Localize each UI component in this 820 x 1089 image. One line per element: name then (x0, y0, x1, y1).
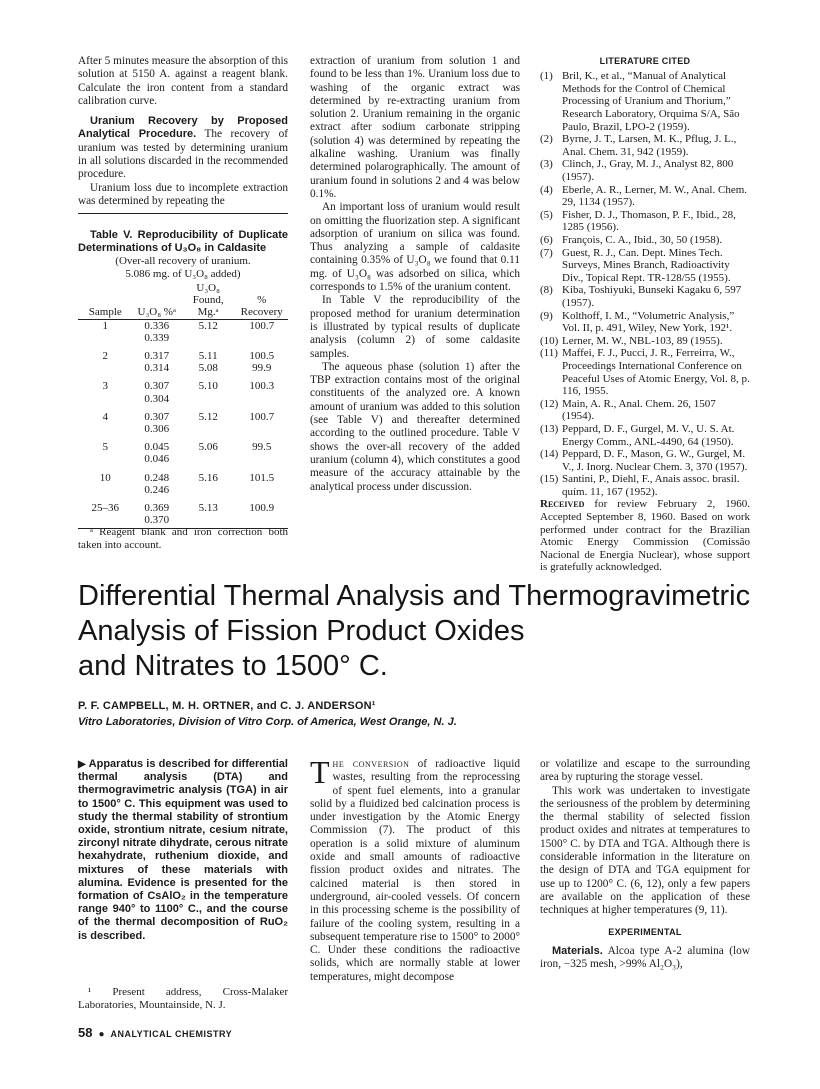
reference-number: (1) (540, 70, 553, 83)
table-cell: 25–36 (91, 502, 120, 515)
reference-item (540, 209, 750, 234)
table-title: Table V. Reproducibility of Duplicate Determinations of U₃O₈ in Caldasite (78, 229, 288, 254)
article-column-2 (310, 754, 520, 984)
abstract-marker-icon: ▶ (78, 759, 86, 770)
table-cell: 5.06 (198, 441, 218, 454)
table-cell: 1 (102, 319, 109, 332)
table-cell (181, 484, 236, 496)
reference-item (540, 158, 750, 183)
reference-number: (9) (540, 309, 553, 322)
table-cell (181, 453, 236, 465)
reference-number: (7) (540, 246, 553, 259)
reference-number: (13) (540, 422, 559, 435)
reference-number: (2) (540, 133, 553, 146)
reference-number: (8) (540, 284, 553, 297)
table-row (78, 423, 288, 435)
top-column-2 (310, 55, 520, 494)
table-cell: 5.12 (198, 319, 218, 332)
reference-text: Lerner, M. W., NBL-103, 89 (1955). (562, 334, 723, 347)
reference-text: Peppard, D. F., Mason, G. W., Gurgel, M. V., J. Inorg. Nuclear Chem. 3, 370 (1957). (562, 448, 748, 473)
top-column-1 (78, 55, 288, 208)
paragraph: extraction of uranium from solution 1 and found to be less than 1%. Uranium loss due to washing of the organic extract was determined by re-extracting uranium from solution 2. Uranium remaining in the organic extract after sodium carbonate stripping (solution 4) was determined by repeating the alkaline washing. Uranium was finally determined polarographically. The amount of uranium found in solutions 2 and 4 was below 0.1%. (310, 55, 520, 200)
table-row (78, 332, 288, 344)
reference-number: (15) (540, 473, 559, 486)
reference-item (540, 70, 750, 133)
section-heading: LITERATURE CITED (599, 56, 691, 66)
drop-cap: T (310, 754, 330, 790)
paragraph: The aqueous phase (solution 1) after the TBP extraction contains most of the original constituents of the analyzed ore. A known amount of uranium was added to this solution (see Table V) and thereafter determined according to the outlined procedure. Table V shows the over-all recovery of the added uranium (column 4), which constitutes a good measure of the accuracy attainable by the analytical process under discussion. (310, 360, 520, 493)
intro-paragraph (310, 754, 520, 984)
run-in-heading: Uranium Recovery by Proposed Analytical Procedure. (78, 115, 288, 141)
intro-caps: he conversion (332, 758, 410, 770)
table-cell: 0.370 (144, 514, 170, 527)
section-heading: EXPERIMENTAL (608, 926, 682, 937)
reference-text: Fisher, D. J., Thomason, P. F., Ibid., 28, 1285 (1956). (562, 208, 736, 234)
paragraph (540, 945, 750, 972)
table-top-rule (78, 213, 288, 214)
table-cell (181, 423, 236, 435)
table-cell: 4 (102, 410, 109, 423)
table-cell: 2 (102, 350, 109, 363)
reference-number: (12) (540, 397, 559, 410)
table-row (78, 320, 288, 332)
table-cell (235, 332, 288, 344)
table-cell (181, 514, 236, 526)
table-row (78, 435, 288, 453)
table-cell (78, 453, 133, 465)
table-cell: 0.314 (144, 362, 170, 375)
reference-item (540, 423, 750, 448)
table-cell (78, 362, 133, 374)
table-row (78, 453, 288, 465)
title-line: Differential Thermal Analysis and Thermogravimetric (78, 580, 751, 612)
reference-item (540, 247, 750, 285)
paragraph (78, 115, 288, 181)
table-cell (235, 453, 288, 465)
authors: P. F. CAMPBELL, M. H. ORTNER, and C. J. ANDERSON¹ (78, 700, 376, 712)
table-subtitle: 5.086 mg. of U₃O₈ added) (125, 267, 241, 280)
table-subtitle: (Over-all recovery of uranium. (115, 255, 251, 267)
table-cell: 0.046 (144, 453, 170, 466)
table-cell: 0.045 (144, 441, 170, 454)
table-cell (181, 332, 236, 344)
reference-text: Guest, R. J., Can. Dept. Mines Tech. Surveys, Mines Branch, Radioactivity Div., Topical Rept. TR-128/55 (1955). (562, 246, 731, 284)
table-cell: 0.307 (144, 410, 170, 423)
reference-number: (6) (540, 234, 553, 247)
run-in-heading: Materials. (552, 944, 603, 957)
table-cell: 5.13 (198, 502, 218, 515)
table-cell: 100.7 (249, 410, 275, 423)
table-cell: 99.9 (252, 362, 272, 375)
table-bottom-rule (78, 528, 288, 529)
table-cell: 100.9 (249, 502, 275, 515)
reference-number: (10) (540, 334, 559, 347)
table-cell: 3 (102, 380, 109, 393)
table-cell (78, 332, 133, 344)
table-row (78, 374, 288, 392)
table-cell (235, 423, 288, 435)
table-cell (78, 423, 133, 435)
paragraph: or volatilize and escape to the surrounding area by rupturing the storage vessel. (540, 758, 750, 784)
abstract (78, 758, 288, 943)
page-number: 58 (78, 1025, 93, 1040)
reference-text: Kolthoff, I. M., “Volumetric Analysis,” Vol. II, p. 491, Wiley, New York, 192¹. (562, 309, 735, 335)
column-header: Sample (88, 306, 122, 319)
table-cell: 101.5 (249, 471, 275, 484)
title-line: and Nitrates to 1500° C. (78, 650, 388, 682)
table-cell (78, 393, 133, 405)
reference-number: (3) (540, 158, 553, 171)
table-cell: 5.16 (198, 471, 218, 484)
column-header: U₃O₈ %ᵃ (137, 306, 176, 319)
table-cell: 100.3 (249, 380, 275, 393)
reference-item (540, 398, 750, 423)
table-cell: 5.12 (198, 410, 218, 423)
table-cell: 0.339 (144, 331, 170, 344)
table-row (78, 344, 288, 362)
table-cell: 5.11 (198, 350, 218, 363)
paragraph: In Table V the reproducibility of the proposed method for uranium determination is illustrated by typical results of duplicate analysis (column 2) of some caldasite samples. (310, 294, 520, 360)
received-text: for review February 2, 1960. Accepted September 8, 1960. Based on work performed under contract for the Brazilian Atomic Energy Commission (Comissão Nacional de Energia Nuclear), whose support is gratefully acknowledged. (540, 498, 750, 574)
paragraph: Uranium loss due to incomplete extraction was determined by repeating the (78, 181, 288, 207)
reference-number: (5) (540, 208, 553, 221)
reference-text: Byrne, J. T., Larsen, M. K., Pflug, J. L., Anal. Chem. 31, 942 (1959). (562, 133, 737, 158)
table-cell (235, 484, 288, 496)
table-cell: 10 (99, 471, 111, 484)
paragraph: An important loss of uranium would result on omitting the fluorization step. A significant adsorption of uranium on silica was found. Thus analyzing a sample of caldasite containing 0.35% of U₃O₈ we found that 0.11 mg. of U₃O₈ was adsorbed on silica, which corresponds to 1.5% of the uranium content. (310, 201, 520, 294)
paragraph: After 5 minutes measure the absorption of this solution at 5150 A. against a reagent blank. Calculate the iron content from a standard calibration curve. (78, 55, 288, 107)
table-row (78, 514, 288, 526)
reference-text: Main, A. R., Anal. Chem. 26, 1507 (1954). (562, 397, 716, 423)
table-cell: 0.317 (144, 350, 170, 363)
table-cell: 0.307 (144, 380, 170, 393)
journal-name: ANALYTICAL CHEMISTRY (110, 1029, 233, 1039)
intro-text: of radioactive liquid wastes, resulting from the reprocessing of spent fuel elements, into a granular solid by a fluidized bed calcination process is under investigation by the Atomic Energy Commission (7). The product of this operation is a solid mixture of aluminum oxide and small amounts of radioactive fission product oxides and nitrates. The calcined material is then stored in underground, air-cooled vessels. Of concern in this processing scheme is the possibility of failure of the cooling system, resulting in a subsequent temperature rise to 1500° to 2000° C. Under these conditions the radioactive solids, which are normally stable at lower temperatures, might decompose (310, 758, 520, 983)
table-footnote: ᵃ Reagent blank and iron correction both taken into account. (78, 526, 288, 551)
table-cell: 100.7 (249, 319, 275, 332)
table-cell (235, 514, 288, 526)
table-v (78, 229, 288, 551)
table-cell: 99.5 (252, 441, 272, 454)
table-cell: 5 (102, 441, 109, 454)
column-header: U₃O₈ Found, Mg.ᵃ (192, 282, 224, 319)
data-table (78, 282, 288, 526)
paragraph-text: The recovery of uranium was tested by determining uranium in all solutions discarded in the recommended procedure. (78, 128, 288, 181)
table-row (78, 362, 288, 374)
received-label: Received (540, 498, 585, 511)
reference-text: François, C. A., Ibid., 30, 50 (1958). (562, 234, 723, 247)
affiliation: Vitro Laboratories, Division of Vitro Corp. of America, West Orange, N. J. (78, 716, 457, 728)
bullet-icon: ● (98, 1029, 105, 1040)
article-title (78, 579, 778, 684)
reference-item (540, 184, 750, 209)
table-cell: 0.304 (144, 392, 170, 405)
paragraph-text: Alcoa type A-2 alumina (low iron, −325 mesh, >99% Al₂O₃), (540, 944, 750, 971)
table-row (78, 393, 288, 405)
author-footnote: ¹ Present address, Cross-Malaker Laboratories, Mountainside, N. J. (78, 986, 288, 1011)
reference-text: Bril, K., et al., “Manual of Analytical Methods for the Control of Chemical Processing of Uranium and Thorium,” Research Laboratory, Orquima S/A, São Paulo, Brazil, LPO-2 (1959). (562, 70, 740, 133)
reference-item (540, 335, 750, 348)
reference-item (540, 310, 750, 335)
reference-item (540, 347, 750, 397)
reference-item (540, 448, 750, 473)
table-cell: 0.306 (144, 423, 170, 436)
reference-text: Eberle, A. R., Lerner, M. W., Anal. Chem. 29, 1134 (1957). (562, 183, 748, 209)
table-cell: 5.10 (198, 380, 218, 393)
paragraph: This work was undertaken to investigate the seriousness of the problem by determining the thermal stability of selected fission product oxides and nitrates at temperatures to 1500° C. by DTA and TGA. Although there is considerable information in the literature on the design of DTA and TGA equipment for use up to 1200° C. (6, 12), only a few papers are available on the application of these techniques at higher temperatures (9, 11). (540, 784, 750, 917)
table-cell (235, 393, 288, 405)
table-cell: 5.08 (198, 362, 218, 375)
table-cell: 0.246 (144, 483, 170, 496)
abstract-text: Apparatus is described for differential thermal analysis (DTA) and thermogravimetric analysis (TGA) in air to 1500° C. This equipment was used to study the thermal stability of strontium oxide, strontium nitrate, cesium nitrate, zirconyl nitrate dihydrate, cerous nitrate hexahydrate, ruthenium dioxide, and mixtures of these materials with alumina. Evidence is presented for the formation of CsAlO₂ in the temperature range 940° to 1100° C., and the course of the thermal decomposition of RuO₂ is described. (78, 758, 288, 942)
table-row (78, 405, 288, 423)
table-cell: 0.248 (144, 471, 170, 484)
literature-cited (540, 55, 750, 574)
title-line: Analysis of Fission Product Oxides (78, 615, 525, 647)
reference-item (540, 473, 750, 498)
table-cell: 100.5 (249, 350, 275, 363)
table-row (78, 484, 288, 496)
reference-text: Kiba, Toshiyuki, Bunseki Kagaku 6, 597 (1957). (562, 284, 742, 309)
received-note (540, 498, 750, 574)
reference-number: (4) (540, 183, 553, 196)
reference-text: Santini, P., Diehl, F., Anais assoc. brasil. quím. 11, 167 (1952). (562, 473, 740, 498)
reference-number: (11) (540, 347, 558, 360)
reference-text: Peppard, D. F., Gurgel, M. V., U. S. At. Energy Comm., ANL-4490, 64 (1950). (562, 422, 735, 448)
table-row (78, 466, 288, 484)
article-column-3 (540, 758, 750, 971)
reference-item (540, 234, 750, 247)
table-cell (78, 514, 133, 526)
table-cell (78, 484, 133, 496)
column-header: % Recovery (240, 294, 283, 319)
reference-number: (14) (540, 448, 559, 461)
reference-text: Maffei, F. J., Pucci, J. R., Ferreirra, W., Proceedings International Conference on Peaceful Uses of Atomic Energy, Vol. 8, p. 116, 1955. (562, 347, 750, 398)
table-cell (181, 393, 236, 405)
reference-text: Clinch, J., Gray, M. J., Analyst 82, 800 (1957). (562, 158, 734, 184)
table-cell: 0.369 (144, 502, 170, 515)
table-row (78, 496, 288, 514)
table-cell: 0.336 (144, 319, 170, 332)
page-footer (78, 1025, 232, 1040)
reference-item (540, 133, 750, 158)
reference-item (540, 284, 750, 309)
